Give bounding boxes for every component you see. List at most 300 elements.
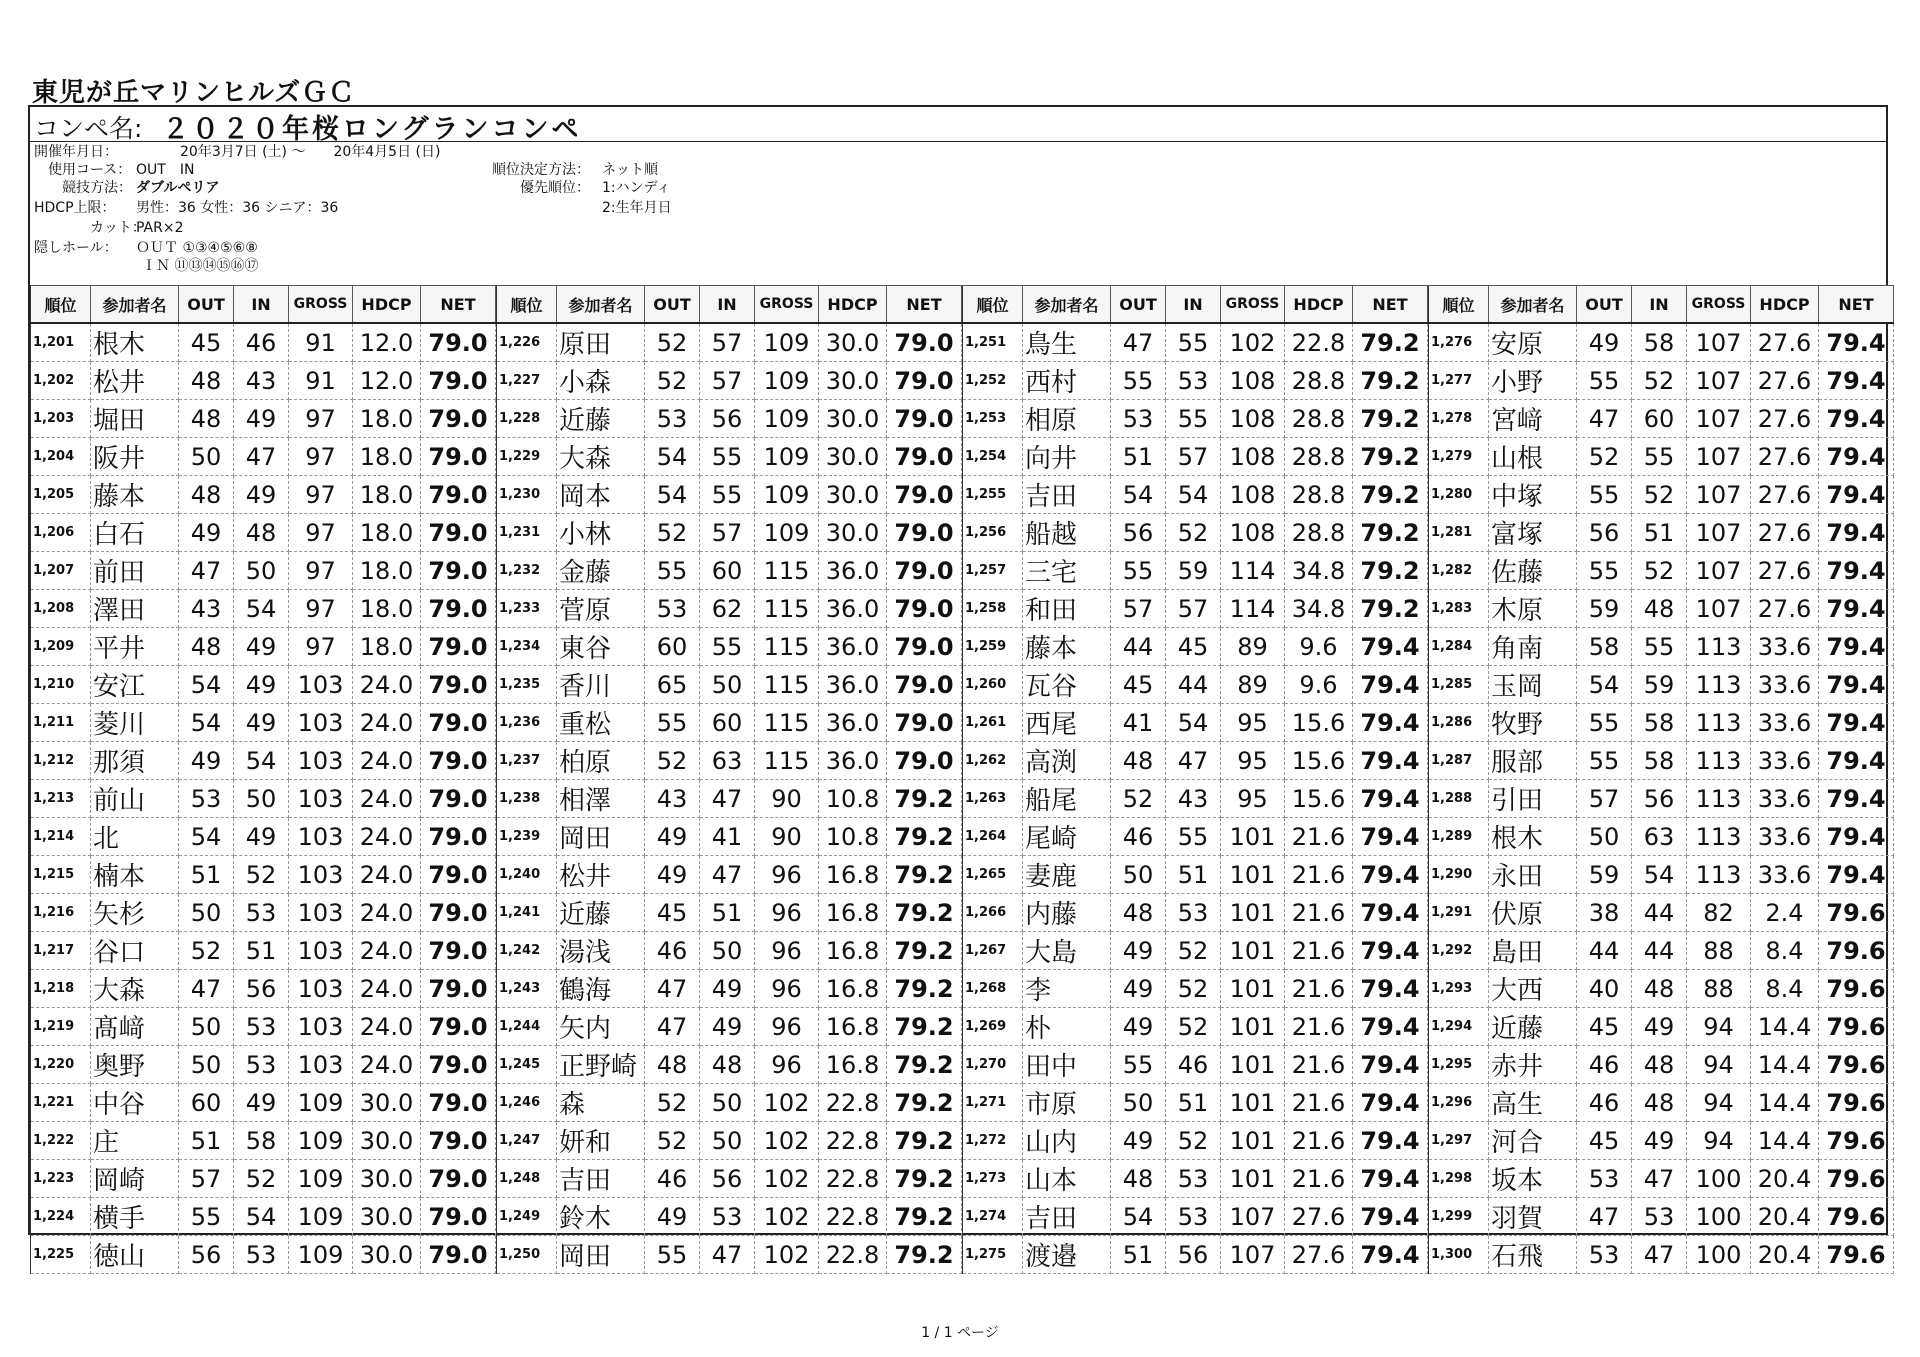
hdcp-label: HDCP上限： — [34, 200, 116, 216]
name-cell: 矢杉 — [91, 894, 179, 932]
table-row — [1429, 552, 1894, 590]
out-cell: 49 — [1111, 1122, 1166, 1160]
rank-cell: 1,218 — [31, 970, 91, 1008]
out-cell: 47 — [1111, 323, 1166, 362]
table-row — [963, 514, 1428, 552]
out-cell: 40 — [1577, 970, 1632, 1008]
out-cell: 50 — [1111, 856, 1166, 894]
out-cell: 46 — [1577, 1046, 1632, 1084]
rank-cell: 1,219 — [31, 1008, 91, 1046]
table-row — [963, 1122, 1428, 1160]
net-cell: 79.2 — [1353, 552, 1428, 590]
name-cell: 前山 — [91, 780, 179, 818]
rank-cell: 1,243 — [497, 970, 557, 1008]
table-row — [1429, 628, 1894, 666]
gross-cell: 103 — [289, 894, 353, 932]
net-cell: 79.2 — [1353, 323, 1428, 362]
gross-cell: 100 — [1687, 1236, 1751, 1274]
out-cell: 55 — [1111, 552, 1166, 590]
rank-cell: 1,233 — [497, 590, 557, 628]
table-row — [963, 856, 1428, 894]
gross-cell: 107 — [1687, 400, 1751, 438]
in-cell: 47 — [234, 438, 289, 476]
rank-cell: 1,238 — [497, 780, 557, 818]
in-cell: 53 — [1166, 362, 1221, 400]
rank-cell: 1,220 — [31, 1046, 91, 1084]
in-cell: 60 — [700, 552, 755, 590]
in-cell: 56 — [234, 970, 289, 1008]
table-row — [1429, 704, 1894, 742]
net-cell: 79.4 — [1819, 742, 1894, 780]
in-cell: 54 — [234, 742, 289, 780]
rank-cell: 1,204 — [31, 438, 91, 476]
out-cell: 45 — [179, 323, 234, 362]
in-cell: 54 — [1632, 856, 1687, 894]
gross-cell: 109 — [755, 362, 819, 400]
net-cell: 79.4 — [1819, 590, 1894, 628]
table-row — [1429, 894, 1894, 932]
net-cell: 79.4 — [1819, 704, 1894, 742]
hdcp-cell: 21.6 — [1285, 1046, 1353, 1084]
gross-cell: 101 — [1221, 932, 1285, 970]
net-cell: 79.4 — [1353, 1084, 1428, 1122]
rank-cell: 1,263 — [963, 780, 1023, 818]
out-cell: 44 — [1111, 628, 1166, 666]
results-table-block — [496, 285, 962, 1274]
hdcp-cell: 16.8 — [819, 856, 887, 894]
name-cell: 近藤 — [1489, 1008, 1577, 1046]
hdcp-cell: 20.4 — [1751, 1236, 1819, 1274]
name-cell: 富塚 — [1489, 514, 1577, 552]
table-row — [497, 742, 962, 780]
rank-method-label: 順位決定方法： — [492, 162, 590, 178]
out-cell: 57 — [1111, 590, 1166, 628]
column-header-rank: 順位 — [1429, 286, 1489, 324]
table-row — [31, 476, 496, 514]
gross-cell: 103 — [289, 1008, 353, 1046]
out-cell: 52 — [645, 1084, 700, 1122]
column-header-net: NET — [1353, 286, 1428, 324]
net-cell: 79.6 — [1819, 1160, 1894, 1198]
out-cell: 55 — [1577, 704, 1632, 742]
table-row — [497, 818, 962, 856]
rank-cell: 1,264 — [963, 818, 1023, 856]
rank-cell: 1,277 — [1429, 362, 1489, 400]
table-row — [31, 780, 496, 818]
net-cell: 79.0 — [887, 476, 962, 514]
net-cell: 79.4 — [1819, 666, 1894, 704]
in-cell: 49 — [1632, 1008, 1687, 1046]
net-cell: 79.0 — [887, 514, 962, 552]
in-cell: 47 — [1166, 742, 1221, 780]
out-cell: 47 — [645, 970, 700, 1008]
name-cell: 安江 — [91, 666, 179, 704]
table-row — [963, 742, 1428, 780]
out-cell: 48 — [179, 476, 234, 514]
name-cell: 重松 — [557, 704, 645, 742]
in-cell: 60 — [700, 704, 755, 742]
gross-cell: 101 — [1221, 1084, 1285, 1122]
gross-cell: 96 — [755, 856, 819, 894]
rank-cell: 1,221 — [31, 1084, 91, 1122]
gross-cell: 101 — [1221, 970, 1285, 1008]
table-row — [1429, 1084, 1894, 1122]
hdcp-cell: 36.0 — [819, 628, 887, 666]
period-label: 開催年月日： — [34, 144, 118, 160]
name-cell: 安原 — [1489, 323, 1577, 362]
hdcp-cell: 18.0 — [353, 628, 421, 666]
table-row — [497, 856, 962, 894]
name-cell: 尾崎 — [1023, 818, 1111, 856]
net-cell: 79.2 — [1353, 590, 1428, 628]
net-cell: 79.4 — [1353, 742, 1428, 780]
hdcp-cell: 14.4 — [1751, 1122, 1819, 1160]
gross-cell: 113 — [1687, 742, 1751, 780]
table-row — [497, 476, 962, 514]
hdcp-cell: 33.6 — [1751, 666, 1819, 704]
table-row — [31, 438, 496, 476]
gross-cell: 82 — [1687, 894, 1751, 932]
in-cell: 55 — [1166, 323, 1221, 362]
name-cell: 高生 — [1489, 1084, 1577, 1122]
hdcp-cell: 27.6 — [1751, 476, 1819, 514]
out-cell: 48 — [1111, 1160, 1166, 1198]
net-cell: 79.2 — [887, 1160, 962, 1198]
name-cell: 角南 — [1489, 628, 1577, 666]
table-row — [1429, 362, 1894, 400]
rank-cell: 1,265 — [963, 856, 1023, 894]
net-cell: 79.0 — [887, 628, 962, 666]
name-cell: 那須 — [91, 742, 179, 780]
gross-cell: 96 — [755, 1008, 819, 1046]
out-cell: 54 — [645, 476, 700, 514]
table-row — [497, 362, 962, 400]
table-row — [31, 704, 496, 742]
net-cell: 79.0 — [421, 323, 496, 362]
name-cell: 大森 — [557, 438, 645, 476]
rank-cell: 1,299 — [1429, 1198, 1489, 1236]
out-cell: 47 — [645, 1008, 700, 1046]
out-cell: 41 — [1111, 704, 1166, 742]
name-cell: 朴 — [1023, 1008, 1111, 1046]
hdcp-cell: 30.0 — [819, 514, 887, 552]
net-cell: 79.2 — [887, 856, 962, 894]
in-cell: 63 — [1632, 818, 1687, 856]
results-tables — [30, 285, 1886, 1274]
gross-cell: 91 — [289, 362, 353, 400]
rank-cell: 1,239 — [497, 818, 557, 856]
net-cell: 79.0 — [421, 1160, 496, 1198]
gross-cell: 102 — [755, 1122, 819, 1160]
net-cell: 79.4 — [1353, 1160, 1428, 1198]
net-cell: 79.6 — [1819, 932, 1894, 970]
hdcp-cell: 28.8 — [1285, 362, 1353, 400]
table-row — [31, 590, 496, 628]
gross-cell: 103 — [289, 856, 353, 894]
gross-cell: 114 — [1221, 590, 1285, 628]
name-cell: 山内 — [1023, 1122, 1111, 1160]
table-row — [1429, 400, 1894, 438]
out-cell: 43 — [645, 780, 700, 818]
priority-label: 優先順位： — [520, 180, 590, 196]
rank-cell: 1,246 — [497, 1084, 557, 1122]
column-header-gross: GROSS — [289, 286, 353, 324]
name-cell: 島田 — [1489, 932, 1577, 970]
out-cell: 50 — [1577, 818, 1632, 856]
rank-cell: 1,293 — [1429, 970, 1489, 1008]
in-cell: 48 — [700, 1046, 755, 1084]
table-row — [1429, 590, 1894, 628]
name-cell: 木原 — [1489, 590, 1577, 628]
net-cell: 79.0 — [421, 1008, 496, 1046]
table-row — [497, 970, 962, 1008]
in-cell: 58 — [1632, 704, 1687, 742]
gross-cell: 101 — [1221, 818, 1285, 856]
net-cell: 79.2 — [887, 932, 962, 970]
hdcp-cell: 30.0 — [819, 400, 887, 438]
table-row — [1429, 323, 1894, 362]
gross-cell: 107 — [1687, 552, 1751, 590]
table-row — [31, 400, 496, 438]
out-cell: 43 — [179, 590, 234, 628]
table-row — [31, 1046, 496, 1084]
gross-cell: 107 — [1687, 514, 1751, 552]
out-cell: 52 — [645, 514, 700, 552]
name-cell: 吉田 — [1023, 1198, 1111, 1236]
net-cell: 79.4 — [1819, 628, 1894, 666]
net-cell: 79.2 — [1353, 514, 1428, 552]
hdcp-cell: 9.6 — [1285, 666, 1353, 704]
hdcp-cell: 8.4 — [1751, 970, 1819, 1008]
name-cell: 小森 — [557, 362, 645, 400]
name-cell: 藤本 — [91, 476, 179, 514]
hidden-hole-out: ＯＵＴ ①③④⑤⑥⑧ — [136, 240, 258, 256]
net-cell: 79.4 — [1353, 932, 1428, 970]
out-cell: 50 — [179, 1008, 234, 1046]
in-cell: 45 — [1166, 628, 1221, 666]
hdcp-cell: 24.0 — [353, 932, 421, 970]
hdcp-cell: 20.4 — [1751, 1198, 1819, 1236]
method-value: ダブルペリア — [136, 180, 220, 196]
rank-cell: 1,276 — [1429, 323, 1489, 362]
rank-cell: 1,223 — [31, 1160, 91, 1198]
hdcp-cell: 30.0 — [353, 1198, 421, 1236]
in-cell: 51 — [1166, 856, 1221, 894]
name-cell: 羽賀 — [1489, 1198, 1577, 1236]
net-cell: 79.0 — [421, 628, 496, 666]
name-cell: 李 — [1023, 970, 1111, 1008]
name-cell: 矢内 — [557, 1008, 645, 1046]
in-cell: 57 — [700, 362, 755, 400]
rank-cell: 1,298 — [1429, 1160, 1489, 1198]
net-cell: 79.2 — [1353, 438, 1428, 476]
rank-cell: 1,244 — [497, 1008, 557, 1046]
name-cell: 根木 — [1489, 818, 1577, 856]
table-row — [1429, 932, 1894, 970]
name-cell: 森 — [557, 1084, 645, 1122]
out-cell: 50 — [1111, 1084, 1166, 1122]
net-cell: 79.0 — [887, 666, 962, 704]
hdcp-cell: 27.6 — [1285, 1236, 1353, 1274]
out-cell: 65 — [645, 666, 700, 704]
in-cell: 50 — [700, 1122, 755, 1160]
name-cell: 香川 — [557, 666, 645, 704]
hdcp-cell: 34.8 — [1285, 590, 1353, 628]
hdcp-cell: 21.6 — [1285, 894, 1353, 932]
name-cell: 市原 — [1023, 1084, 1111, 1122]
rank-cell: 1,240 — [497, 856, 557, 894]
out-cell: 57 — [1577, 780, 1632, 818]
out-cell: 55 — [645, 1236, 700, 1274]
out-cell: 55 — [645, 704, 700, 742]
in-cell: 44 — [1632, 894, 1687, 932]
hdcp-cell: 30.0 — [353, 1236, 421, 1274]
net-cell: 79.6 — [1819, 1008, 1894, 1046]
gross-cell: 97 — [289, 514, 353, 552]
table-row — [963, 362, 1428, 400]
rank-cell: 1,208 — [31, 590, 91, 628]
rank-cell: 1,257 — [963, 552, 1023, 590]
rank-cell: 1,256 — [963, 514, 1023, 552]
hdcp-cell: 28.8 — [1285, 438, 1353, 476]
in-cell: 51 — [1166, 1084, 1221, 1122]
in-cell: 49 — [1632, 1122, 1687, 1160]
name-cell: 藤本 — [1023, 628, 1111, 666]
name-cell: 柏原 — [557, 742, 645, 780]
net-cell: 79.0 — [421, 1236, 496, 1274]
column-header-in: IN — [700, 286, 755, 324]
hdcp-cell: 27.6 — [1751, 323, 1819, 362]
out-cell: 50 — [179, 438, 234, 476]
column-header-hdcp: HDCP — [1285, 286, 1353, 324]
hdcp-cell: 22.8 — [1285, 323, 1353, 362]
hdcp-cell: 30.0 — [819, 323, 887, 362]
name-cell: 小野 — [1489, 362, 1577, 400]
hdcp-cell: 22.8 — [819, 1122, 887, 1160]
in-cell: 54 — [1166, 704, 1221, 742]
in-cell: 47 — [1632, 1160, 1687, 1198]
hdcp-cell: 24.0 — [353, 1046, 421, 1084]
results-table-block — [30, 285, 496, 1274]
net-cell: 79.0 — [421, 666, 496, 704]
hdcp-cell: 2.4 — [1751, 894, 1819, 932]
out-cell: 54 — [1577, 666, 1632, 704]
hdcp-cell: 36.0 — [819, 666, 887, 704]
hdcp-cell: 34.8 — [1285, 552, 1353, 590]
in-cell: 53 — [234, 894, 289, 932]
net-cell: 79.2 — [1353, 362, 1428, 400]
gross-cell: 107 — [1687, 323, 1751, 362]
name-cell: 和田 — [1023, 590, 1111, 628]
table-header-row — [963, 286, 1428, 324]
hdcp-cell: 18.0 — [353, 514, 421, 552]
net-cell: 79.4 — [1353, 666, 1428, 704]
hdcp-cell: 12.0 — [353, 362, 421, 400]
gross-cell: 109 — [755, 400, 819, 438]
hdcp-cell: 33.6 — [1751, 780, 1819, 818]
in-cell: 49 — [234, 400, 289, 438]
column-header-gross: GROSS — [1221, 286, 1285, 324]
out-cell: 54 — [179, 666, 234, 704]
hdcp-cell: 10.8 — [819, 780, 887, 818]
hdcp-cell: 30.0 — [819, 438, 887, 476]
in-cell: 62 — [700, 590, 755, 628]
name-cell: 原田 — [557, 323, 645, 362]
out-cell: 56 — [1111, 514, 1166, 552]
gross-cell: 102 — [755, 1198, 819, 1236]
name-cell: 内藤 — [1023, 894, 1111, 932]
name-cell: 大島 — [1023, 932, 1111, 970]
gross-cell: 108 — [1221, 476, 1285, 514]
name-cell: 中谷 — [91, 1084, 179, 1122]
gross-cell: 95 — [1221, 742, 1285, 780]
column-header-out: OUT — [645, 286, 700, 324]
in-cell: 48 — [1632, 590, 1687, 628]
net-cell: 79.0 — [421, 476, 496, 514]
column-header-name: 参加者名 — [91, 286, 179, 324]
in-cell: 52 — [234, 856, 289, 894]
in-cell: 57 — [700, 323, 755, 362]
rank-cell: 1,267 — [963, 932, 1023, 970]
gross-cell: 103 — [289, 666, 353, 704]
out-cell: 49 — [1111, 1008, 1166, 1046]
gross-cell: 101 — [1221, 1046, 1285, 1084]
name-cell: 石飛 — [1489, 1236, 1577, 1274]
table-row — [1429, 438, 1894, 476]
table-row — [963, 818, 1428, 856]
out-cell: 52 — [1111, 780, 1166, 818]
gross-cell: 109 — [755, 514, 819, 552]
in-cell: 55 — [700, 628, 755, 666]
rank-cell: 1,266 — [963, 894, 1023, 932]
rank-cell: 1,210 — [31, 666, 91, 704]
gross-cell: 103 — [289, 932, 353, 970]
in-cell: 58 — [1632, 742, 1687, 780]
name-cell: 永田 — [1489, 856, 1577, 894]
out-cell: 49 — [1111, 932, 1166, 970]
name-cell: 渡邉 — [1023, 1236, 1111, 1274]
hdcp-cell: 22.8 — [819, 1236, 887, 1274]
rank-cell: 1,209 — [31, 628, 91, 666]
out-cell: 52 — [1577, 438, 1632, 476]
hdcp-cell: 27.6 — [1751, 438, 1819, 476]
in-cell: 44 — [1166, 666, 1221, 704]
out-cell: 46 — [645, 932, 700, 970]
in-cell: 49 — [700, 970, 755, 1008]
results-frame — [28, 105, 1888, 1272]
hdcp-cell: 24.0 — [353, 818, 421, 856]
out-cell: 54 — [179, 818, 234, 856]
gross-cell: 96 — [755, 970, 819, 1008]
name-cell: 根木 — [91, 323, 179, 362]
rank-cell: 1,203 — [31, 400, 91, 438]
priority-1: 1:ハンディ — [602, 180, 671, 196]
in-cell: 55 — [700, 438, 755, 476]
gross-cell: 88 — [1687, 970, 1751, 1008]
table-row — [497, 704, 962, 742]
gross-cell: 113 — [1687, 818, 1751, 856]
in-cell: 49 — [234, 666, 289, 704]
column-header-net: NET — [887, 286, 962, 324]
net-cell: 79.0 — [421, 1198, 496, 1236]
gross-cell: 107 — [1221, 1198, 1285, 1236]
net-cell: 79.0 — [887, 323, 962, 362]
name-cell: 河合 — [1489, 1122, 1577, 1160]
gross-cell: 91 — [289, 323, 353, 362]
rank-cell: 1,205 — [31, 476, 91, 514]
gross-cell: 102 — [1221, 323, 1285, 362]
rank-cell: 1,294 — [1429, 1008, 1489, 1046]
